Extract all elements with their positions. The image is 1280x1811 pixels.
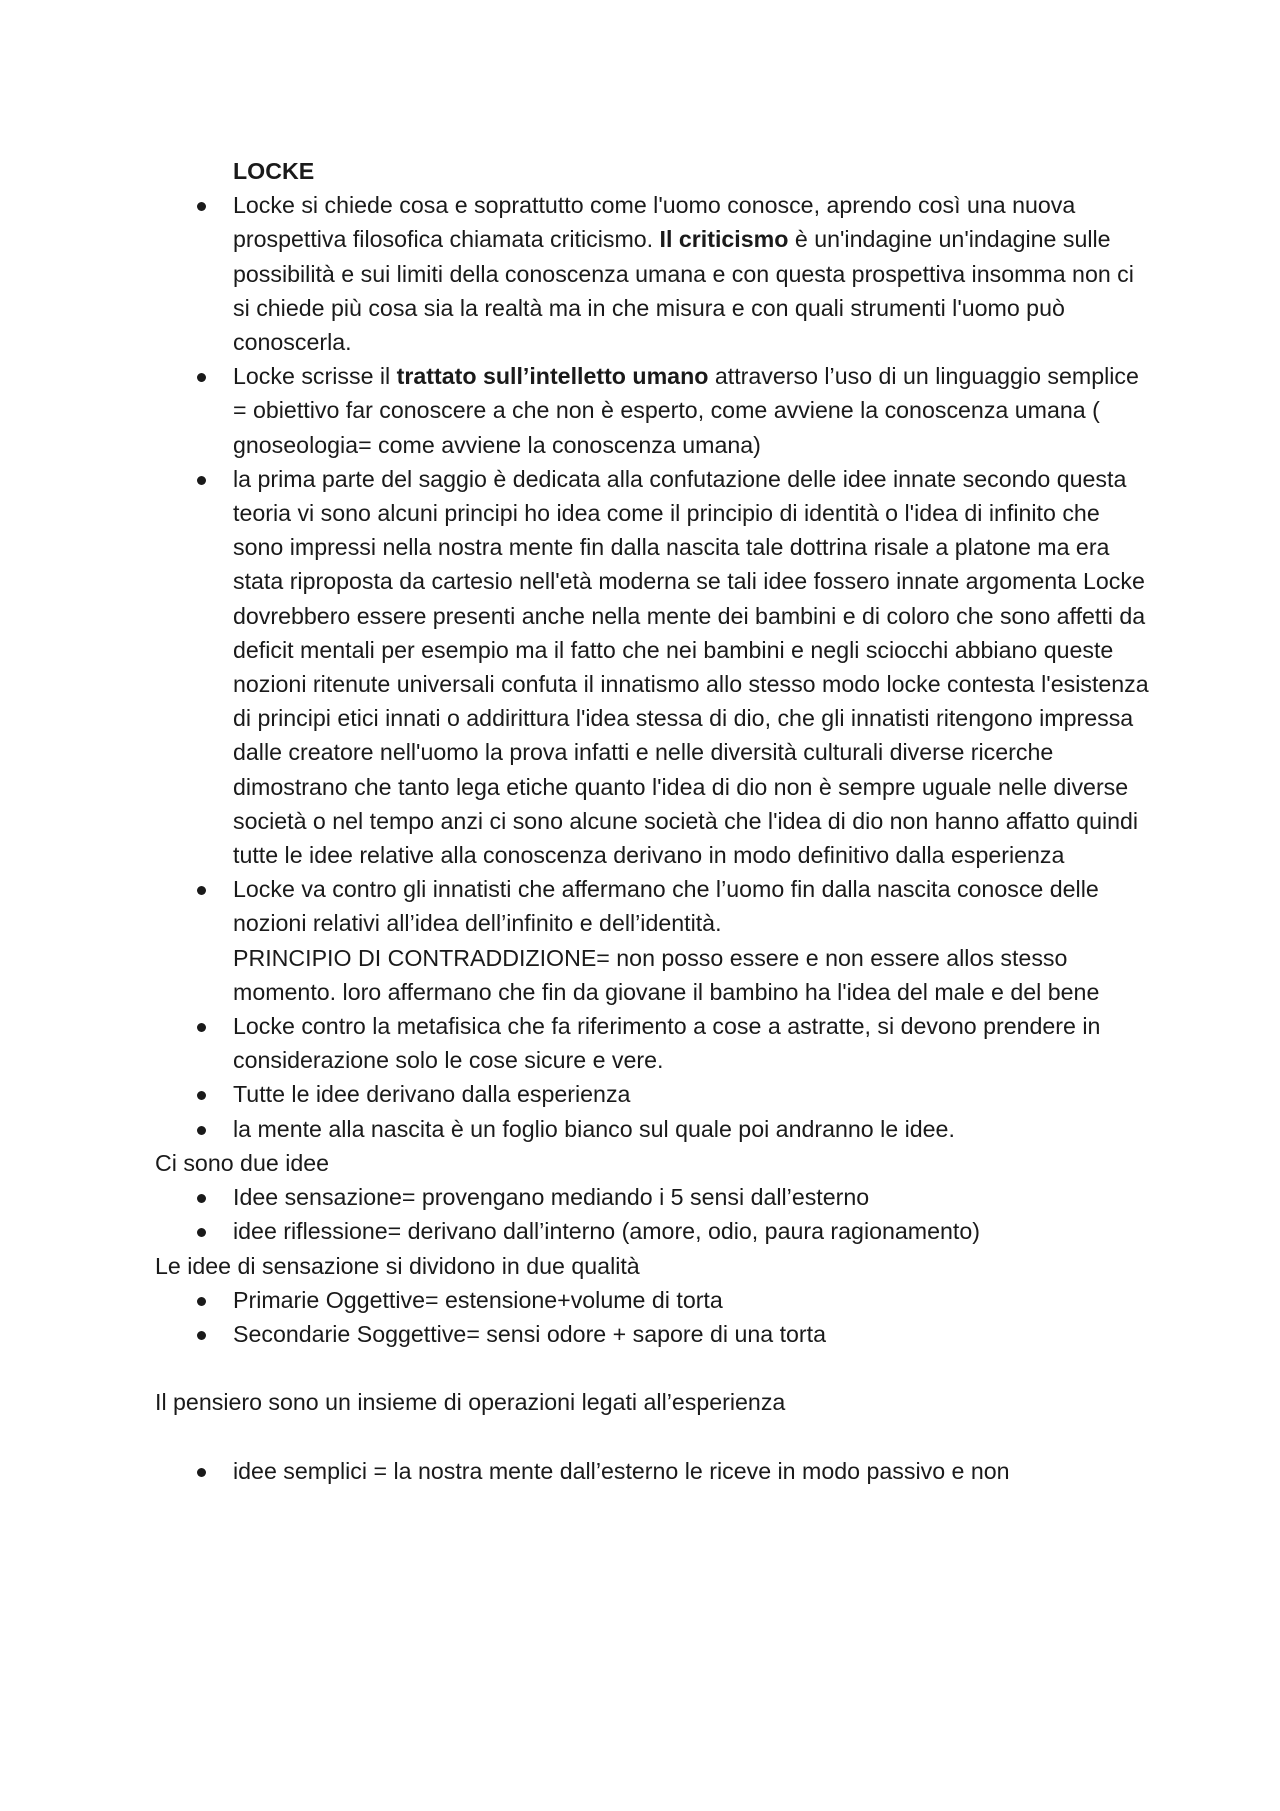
list-item: Tutte le idee derivano dalla esperienza [155,1077,1155,1111]
document-title: LOCKE [233,158,315,184]
blank-line [155,1351,1155,1385]
list-item: la mente alla nascita è un foglio bianco sul quale poi andranno le idee. [155,1112,1155,1146]
heading-two-ideas: Ci sono due idee [155,1149,330,1176]
blank-line [155,1420,1155,1454]
list-item: Locke contro la metafisica che fa riferimento a cose a astratte, si devono prendere in considerazione solo le cose sicure e vere. [155,1009,1155,1077]
bold-term: trattato sull’intelletto umano [396,363,709,390]
document-body [155,154,1155,1488]
list-item: Idee sensazione= provengano mediando i 5 sensi dall’esterno [155,1180,1155,1214]
bold-term: Il criticismo [659,226,789,253]
list-item: Locke si chiede cosa e soprattutto come l'uomo conosce, aprendo così una nuova prospettiva filosofica chiamata criticismo. Il criticismo è un'indagine un'indagine sulle possibilità e sui limiti della conoscenza umana e con questa prospettiva insomma non ci si chiede più cosa sia la realtà ma in che misura e con quali strumenti l'uomo può conoscerla. [155,188,1155,359]
thought-line: Il pensiero sono un insieme di operazioni legati all’esperienza [155,1389,786,1416]
bullet-list-ideas [155,1180,1155,1248]
bullet-list-simple-ideas [155,1454,1155,1488]
list-item: Secondarie Soggettive= sensi odore + sapore di una torta [155,1317,1155,1351]
bullet-list-qualities [155,1283,1155,1351]
bullet-list-criticism [155,188,1155,1146]
heading-qualities: Le idee di sensazione si dividono in due qualità [155,1252,640,1279]
list-item: Locke scrisse il trattato sull’intelletto umano attraverso l’uso di un linguaggio semplice = obiettivo far conoscere a che non è esperto, come avviene la conoscenza umana ( gnoseologia= come avviene la conoscenza umana) [155,359,1155,462]
list-item: idee riflessione= derivano dall’interno (amore, odio, paura ragionamento) [155,1214,1155,1248]
list-item: Primarie Oggettive= estensione+volume di torta [155,1283,1155,1317]
list-item: Locke va contro gli innatisti che affermano che l’uomo fin dalla nascita conosce delle nozioni relativi all’idea dell’infinito e dell’identità. PRINCIPIO DI CONTRADDIZIONE= non posso essere e non essere allos stesso momento. loro affermano che fin da giovane il bambino ha l'idea del male e del bene [155,872,1155,1009]
list-item: la prima parte del saggio è dedicata alla confutazione delle idee innate secondo questa teoria vi sono alcuni principi ho idea come il principio di identità o l'idea di infinito che sono impressi nella nostra mente fin dalla nascita tale dottrina risale a platone ma era stata riproposta da cartesio nell'età moderna se tali idee fossero innate argomenta Locke dovrebbero essere presenti anche nella mente dei bambini e di coloro che sono affetti da deficit mentali per esempio ma il fatto che nei bambini e negli sciocchi abbiano queste nozioni ritenute universali confuta il innatismo allo stesso modo locke contesta l'esistenza di principi etici innati o addirittura l'idea stessa di dio, che gli innatisti ritengono impressa dalle creatore nell'uomo la prova infatti e nelle diversità culturali diverse ricerche dimostrano che tanto lega etiche quanto l'idea di dio non è sempre uguale nelle diverse società o nel tempo anzi ci sono alcune società che l'idea di dio non hanno affatto quindi tutte le idee relative alla conoscenza derivano in modo definitivo dalla esperienza [155,462,1155,872]
list-item: idee semplici = la nostra mente dall’esterno le riceve in modo passivo e non [155,1454,1155,1488]
